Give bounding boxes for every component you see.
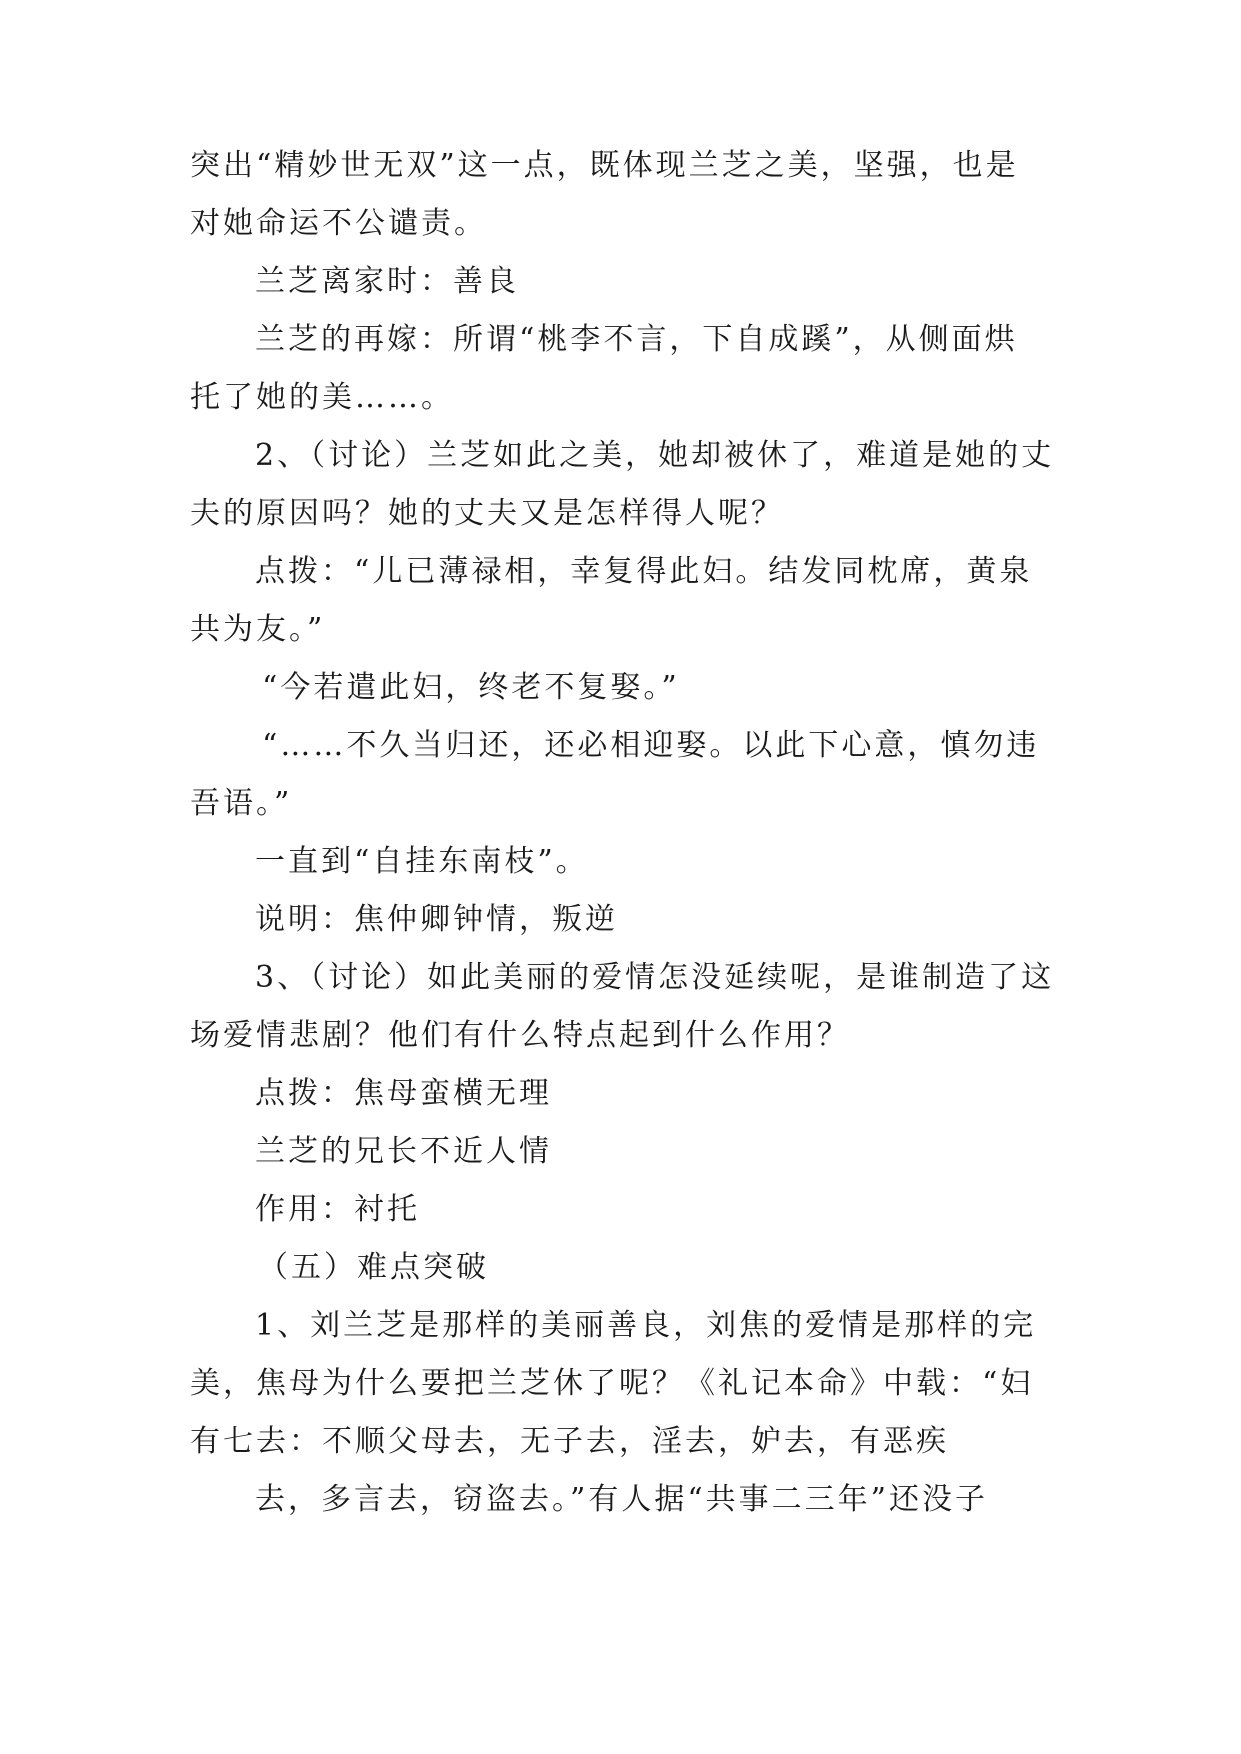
text-line: 共为友。” [190, 612, 326, 647]
text-line: 3、（讨论）如此美丽的爱情怎没延续呢，是谁制造了这 [255, 960, 1055, 995]
text-line: 点拨：焦母蛮横无理 [255, 1076, 552, 1111]
text-line: “……不久当归还，还必相迎娶。以此下心意，慎勿违 [262, 728, 1040, 763]
text-line: 一直到“自挂东南枝”。 [255, 844, 589, 879]
text-line: 说明：焦仲卿钟情，叛逆 [255, 902, 618, 937]
text-line: 托了她的美……。 [190, 380, 454, 415]
text-line: 有七去：不顺父母去，无子去，淫去，妒去，有恶疾 [190, 1424, 949, 1459]
text-line: 兰芝的再嫁：所谓“桃李不言，下自成蹊”，从侧面烘 [255, 322, 1018, 357]
text-line: 场爱情悲剧？他们有什么特点起到什么作用？ [190, 1018, 850, 1053]
text-line: 夫的原因吗？她的丈夫又是怎样得人呢？ [190, 496, 784, 531]
text-line: 对她命运不公谴责。 [190, 206, 487, 241]
text-line: 吾语。” [190, 786, 293, 821]
text-line: 美，焦母为什么要把兰芝休了呢？《礼记本命》中载：“妇 [190, 1366, 1034, 1401]
text-line: 突出“精妙世无双”这一点，既体现兰芝之美，坚强，也是 [190, 148, 1019, 183]
text-line: 去，多言去，窃盗去。”有人据“共事二三年”还没子 [255, 1482, 989, 1517]
text-line: “今若遣此妇，终老不复娶。” [262, 670, 680, 705]
text-line: 兰芝离家时：善良 [255, 264, 519, 299]
text-line: 1、刘兰芝是那样的美丽善良，刘焦的爱情是那样的完 [255, 1308, 1037, 1343]
text-line: 作用：衬托 [255, 1192, 420, 1227]
section-heading: （五）难点突破 [258, 1250, 489, 1285]
text-line: 点拨：“儿已薄禄相，幸复得此妇。结发同枕席，黄泉 [255, 554, 1033, 589]
text-line: 兰芝的兄长不近人情 [255, 1134, 552, 1169]
text-line: 2、（讨论）兰芝如此之美，她却被休了，难道是她的丈 [255, 438, 1055, 473]
